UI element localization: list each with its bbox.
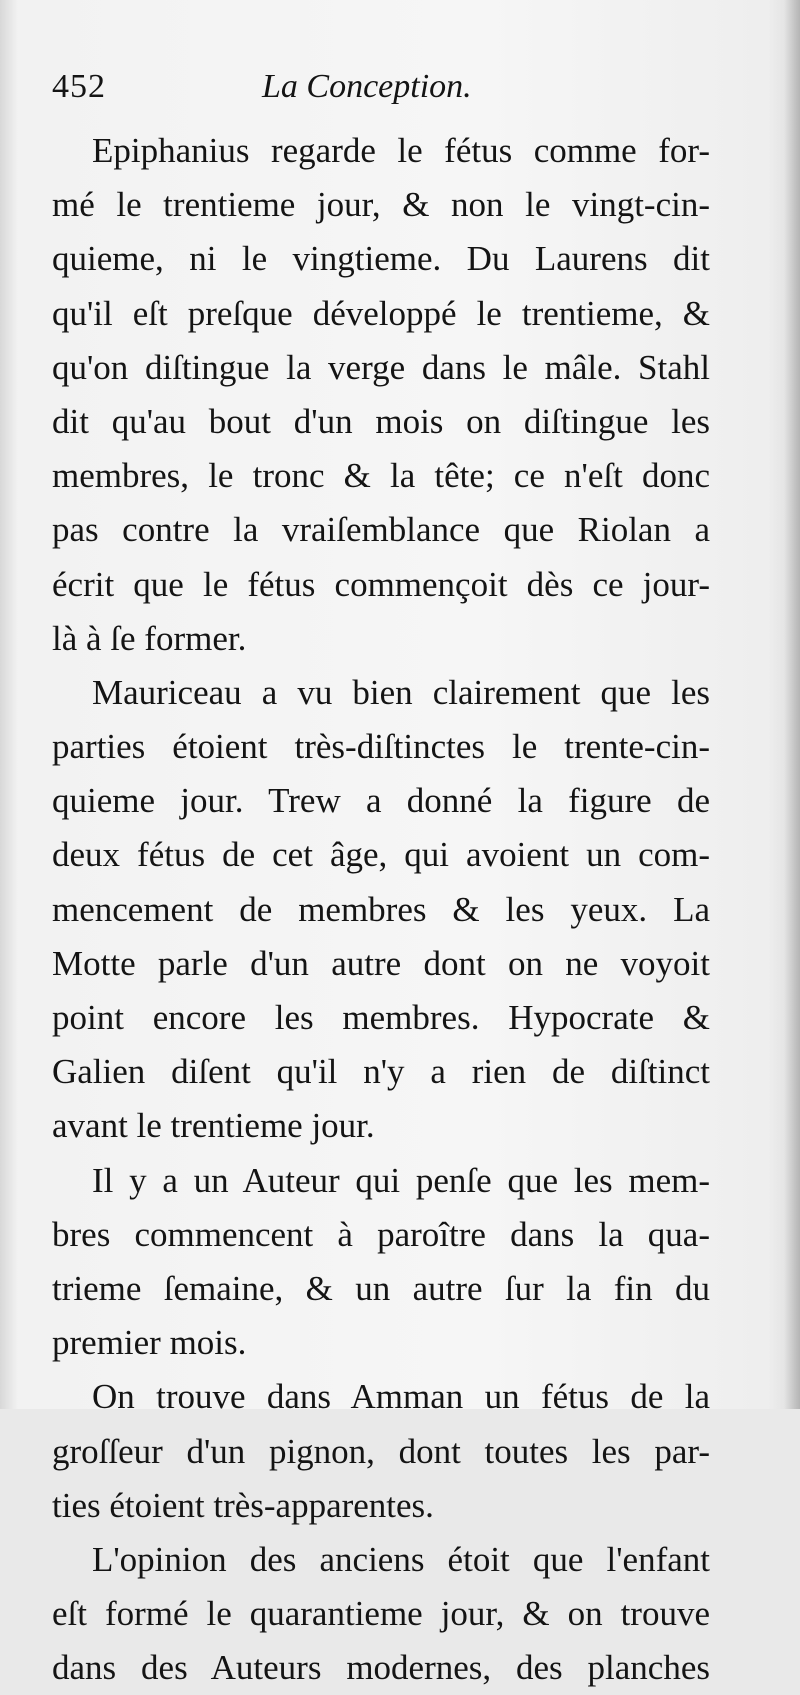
text-line: qu'il eſt preſque développé le trentieme, & [52, 293, 710, 333]
text-line: point encore les membres. Hypocrate & [52, 998, 710, 1037]
text-line: mé le trentieme jour, & non le vingt-cin- [52, 185, 710, 225]
text-line: groſſeur d'un pignon, dont toutes les par- [52, 1431, 710, 1471]
page-number: 452 [52, 68, 106, 105]
text-line: Motte parle d'un autre dont on ne voyoit [52, 943, 710, 983]
text-line: membres, le tronc & la tête; ce n'eſt donc [52, 456, 710, 496]
text-line: quieme jour. Trew a donné la figure de [52, 781, 710, 821]
text-line: trieme ſemaine, & un autre ſur la fin du [52, 1268, 710, 1308]
text-line: qu'on diſtingue la verge dans le mâle. Stahl [52, 347, 710, 387]
text-line: écrit que le fétus commençoit dès ce jour- [52, 564, 710, 604]
text-line: On trouve dans Amman un fétus de la [92, 1377, 710, 1417]
text-line: Galien diſent qu'il n'y a rien de diſtinct [52, 1052, 710, 1092]
text-line: dans des Auteurs modernes, des planches [52, 1648, 710, 1688]
text-line: premier mois. [52, 1323, 247, 1363]
text-line: L'opinion des anciens étoit que l'enfant [92, 1539, 710, 1579]
text-line: Mauriceau a vu bien clairement que les [92, 672, 710, 712]
text-line: bres commencent à paroître dans la qua- [52, 1214, 710, 1254]
text-line: Epiphanius regarde le fétus comme for- [92, 131, 710, 170]
text-line: quieme, ni le vingtieme. Du Laurens dit [52, 239, 710, 279]
text-line: deux fétus de cet âge, qui avoient un com- [52, 835, 710, 875]
text-line: là à ſe former. [52, 618, 247, 658]
text-line: pas contre la vraiſemblance que Riolan a [52, 510, 710, 550]
text-line: Il y a un Auteur qui penſe que les mem- [92, 1160, 710, 1200]
page-header [52, 68, 712, 116]
text-line: mencement de membres & les yeux. La [52, 889, 710, 929]
body-text [52, 124, 710, 1695]
text-line: ties étoient très-apparentes. [52, 1485, 434, 1525]
text-line: avant le trentieme jour. [52, 1106, 375, 1146]
text-line: dit qu'au bout d'un mois on diſtingue les [52, 401, 710, 441]
running-head: La Conception. [262, 68, 472, 105]
text-line: parties étoient très-diſtinctes le trente-cin- [52, 727, 710, 767]
page-edge-shadow [784, 0, 800, 1409]
text-line: eſt formé le quarantieme jour, & on trouve [52, 1594, 710, 1634]
